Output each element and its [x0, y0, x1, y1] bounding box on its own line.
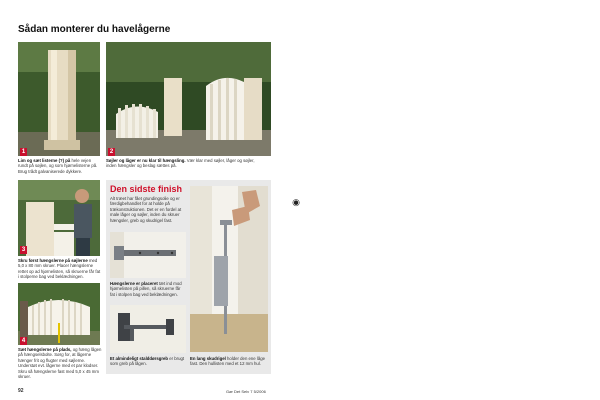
bolt-caption [190, 356, 268, 367]
step-2-text: Vær klar med søjler, låger og søjler, inden hængsler og beslag sættes på. [106, 158, 255, 169]
latch-caption [110, 356, 186, 367]
finish-title: Den sidste finish [110, 184, 183, 194]
step-4-number: 4 [21, 338, 26, 344]
page-title: Sådan monterer du havelågerne [18, 24, 171, 35]
step-2-caption [106, 158, 266, 169]
step-4-text: og hæng lågen på hængselsbolte. Sørg for, at lågerne hænger frit og flugter med søjlerne. Understøt evt. lågerne med et par klodser. Skru så hængslerne fast med 5,0 x 45 mm skruer. [18, 347, 102, 380]
step-3-number: 3 [21, 247, 26, 253]
step-1-heading: Lim og sæt listerne (?) på [18, 158, 71, 163]
step-1-number: 1 [21, 149, 26, 155]
step-4-caption [18, 347, 102, 379]
bullet-marker-icon: ◉ [292, 197, 300, 207]
bolt-caption-text: holder den ene låge fast. Den hullisten med et 12 mm hul. [190, 356, 266, 367]
source-line: Gør Det Selv 7 5/2006 [226, 389, 266, 394]
step-3-text: med 5,0 x 80 mm skruer. Placer hængslerne rettet op ad hjørnelisten, så skruerne får fat i stolperne bag ved beklædningen. [18, 258, 101, 280]
hinges-caption-heading: Hængslerne er placeret [110, 281, 158, 286]
latch-photo [110, 305, 186, 353]
hinge-photo [110, 232, 186, 278]
bolt-caption-heading: En lang skudrigel [190, 356, 226, 361]
step-1-photo [18, 42, 100, 156]
step-3-heading: Skru først hængslerne på søjlerne [18, 258, 88, 263]
step-2-photo [106, 42, 271, 156]
step-4-heading: Sæt hængslerne på plads, [18, 347, 72, 352]
step-2-number: 2 [109, 149, 114, 155]
finish-intro: Alt træet har fået grundingsolie og er færdigbehandlet for at holde på trækonstruktionen. Det er en fordel at male låger og søjler, inden du skruer hængsler, greb og skudrigel fast. [110, 196, 182, 223]
step-2-heading: Søjler og låger er nu klar til hængsling. [106, 158, 186, 163]
step-4-photo [18, 283, 100, 345]
bolt-photo [190, 186, 268, 352]
step-1-text: hele vejen rundt på søjlen, og som hjørnelisterne på. Brug trådt galvaniserede dykkere. [18, 158, 98, 174]
page-number: 92 [18, 388, 24, 394]
hinges-caption-text: tæt ind mod hjørnelisten på pillen, så skruerne får fat i stolpen bag ved beklædningen. [110, 281, 182, 297]
step-1-caption [18, 158, 102, 174]
latch-caption-text: er brugt som greb på lågen. [110, 356, 185, 367]
hinges-caption [110, 281, 186, 297]
step-3-photo [18, 180, 100, 256]
latch-caption-heading: Et almindeligt stalddørsgreb [110, 356, 169, 361]
step-3-caption [18, 258, 102, 280]
